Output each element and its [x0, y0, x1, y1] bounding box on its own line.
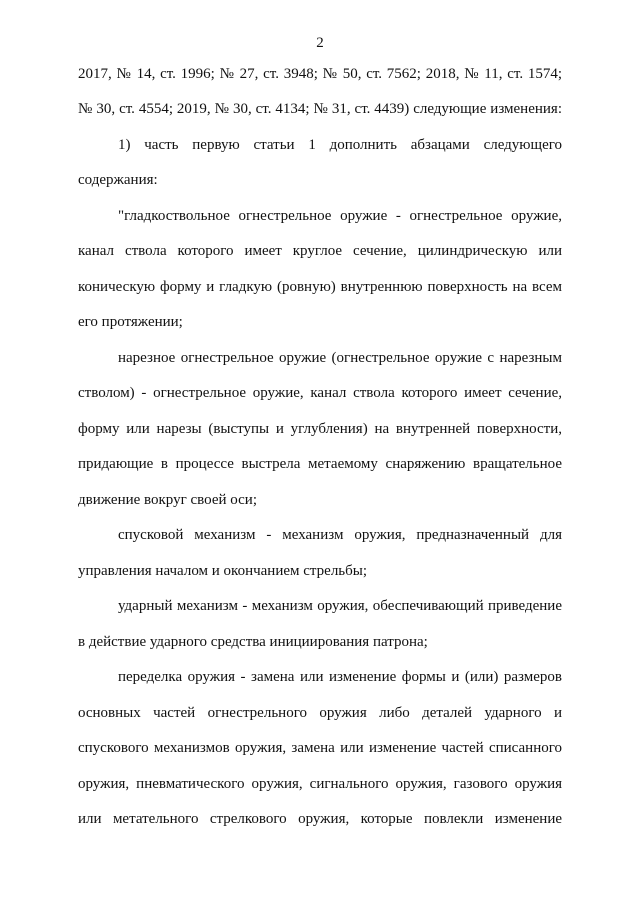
text-line: ударный механизм - механизм оружия, обеспечивающий приведение	[118, 598, 562, 614]
text-line: 2017, № 14, ст. 1996; № 27, ст. 3948; № 50, ст. 7562; 2018, № 11, ст. 1574;	[78, 66, 562, 82]
text-line: стволом) - огнестрельное оружие, канал ствола которого имеет сечение,	[78, 385, 562, 401]
page-number: 2	[316, 35, 324, 51]
text-line: основных частей огнестрельного оружия либо деталей ударного и	[78, 705, 562, 721]
text-line: переделка оружия - замена или изменение формы и (или) размеров	[118, 669, 562, 685]
text-line: нарезное огнестрельное оружие (огнестрельное оружие с нарезным	[118, 350, 562, 366]
text-line: придающие в процессе выстрела метаемому снаряжению вращательное	[78, 456, 562, 472]
text-line: управления началом и окончанием стрельбы;	[78, 563, 368, 579]
text-line: № 30, ст. 4554; 2019, № 30, ст. 4134; № 31, ст. 4439) следующие изменения:	[78, 101, 562, 117]
text-line: оружия, пневматического оружия, сигнального оружия, газового оружия	[78, 776, 562, 792]
text-line: спускового механизмов оружия, замена или изменение частей списанного	[78, 740, 562, 756]
text-line: содержания:	[78, 172, 158, 188]
text-line: или метательного стрелкового оружия, которые повлекли изменение	[78, 811, 562, 827]
text-line: канал ствола которого имеет круглое сечение, цилиндрическую или	[78, 243, 562, 259]
text-line: в действие ударного средства инициирования патрона;	[78, 634, 428, 650]
text-line: спусковой механизм - механизм оружия, предназначенный для	[118, 527, 562, 543]
text-line: его протяжении;	[78, 314, 183, 330]
text-line: движение вокруг своей оси;	[78, 492, 257, 508]
text-line: форму или нарезы (выступы и углубления) на внутренней поверхности,	[78, 421, 562, 437]
text-line: коническую форму и гладкую (ровную) внутреннюю поверхность на всем	[78, 279, 562, 295]
text-line: "гладкоствольное огнестрельное оружие - огнестрельное оружие,	[118, 208, 562, 224]
text-line: 1) часть первую статьи 1 дополнить абзацами следующего	[118, 137, 562, 153]
